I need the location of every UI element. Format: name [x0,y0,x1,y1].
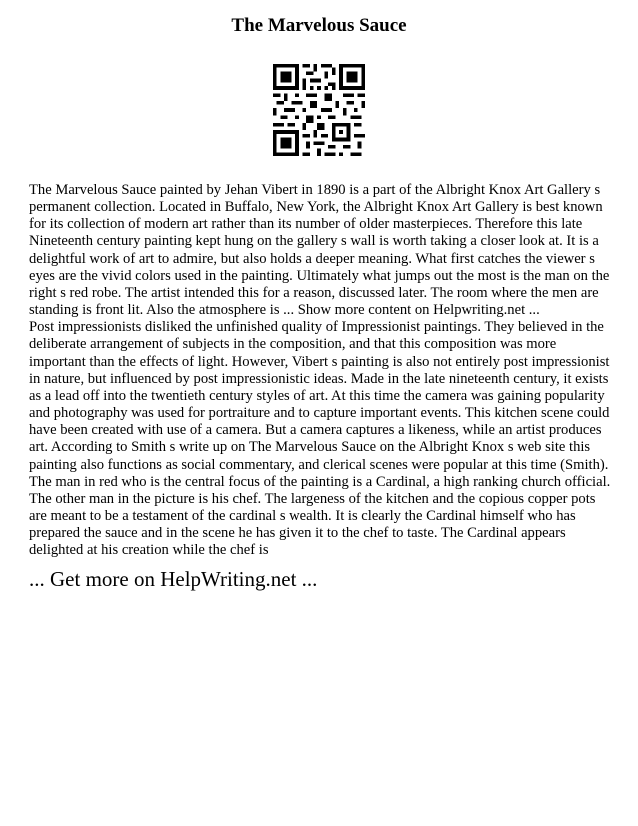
article-body [29,182,611,559]
get-more-link[interactable]: ... Get more on HelpWriting.net ... [29,567,318,591]
document-title: The Marvelous Sauce [231,15,407,36]
paragraph-intro: The Marvelous Sauce painted by Jehan Vibert in 1890 is a part of the Albright Knox Art Gallery s permanent collection. Located in Buffalo, New York, the Albright Knox Art Gallery is best known for its collection of modern art rather than its number of older masterpieces. Therefore this late Nineteenth century painting kept hung on the gallery s wall is worth taking a closer look at. It is a delightful work of art to admire, but also holds a deeper meaning. What first catches the viewer s eyes are the vivid colors used in the painting. Ultimately what jumps out the most is the man on the right s red robe. The artist intended this for a reason, discussed later. The room where the men are standing is front lit. Also the atmosphere is ... Show more content on Helpwriting.net ... [29,182,610,319]
qr-code-icon [273,64,365,156]
paragraph-continued: Post impressionists disliked the unfinished quality of Impressionist paintings. They believed in the deliberate arrangement of subjects in the composition, and that this composition was more important than the effects of light. However, Vibert s painting is also not entirely post impressionist in nature, but influenced by post impressionistic ideas. Made in the late nineteenth century, it exists as a lead off into the twentieth century styles of art. At this time the camera was gaining popularity and photography was used for portraiture and to capture important events. This kitchen scene could have been created with use of a camera. But a camera captures a likeness, while an artist produces art. According to Smith s write up on The Marvelous Sauce on the Albright Knox s web site this painting also functions as social commentary, and clerical scenes were popular at this time (Smith). The man in red who is the central focus of the painting is a Cardinal, a high ranking church official. The other man in the picture is his chef. The largeness of the kitchen and the copious copper pots are meant to be a testament of the cardinal s wealth. It is clearly the Cardinal himself who has prepared the sauce and in the scene he has given it to the chef to taste. The Cardinal appears delighted at his creation while the chef is [29,319,611,559]
